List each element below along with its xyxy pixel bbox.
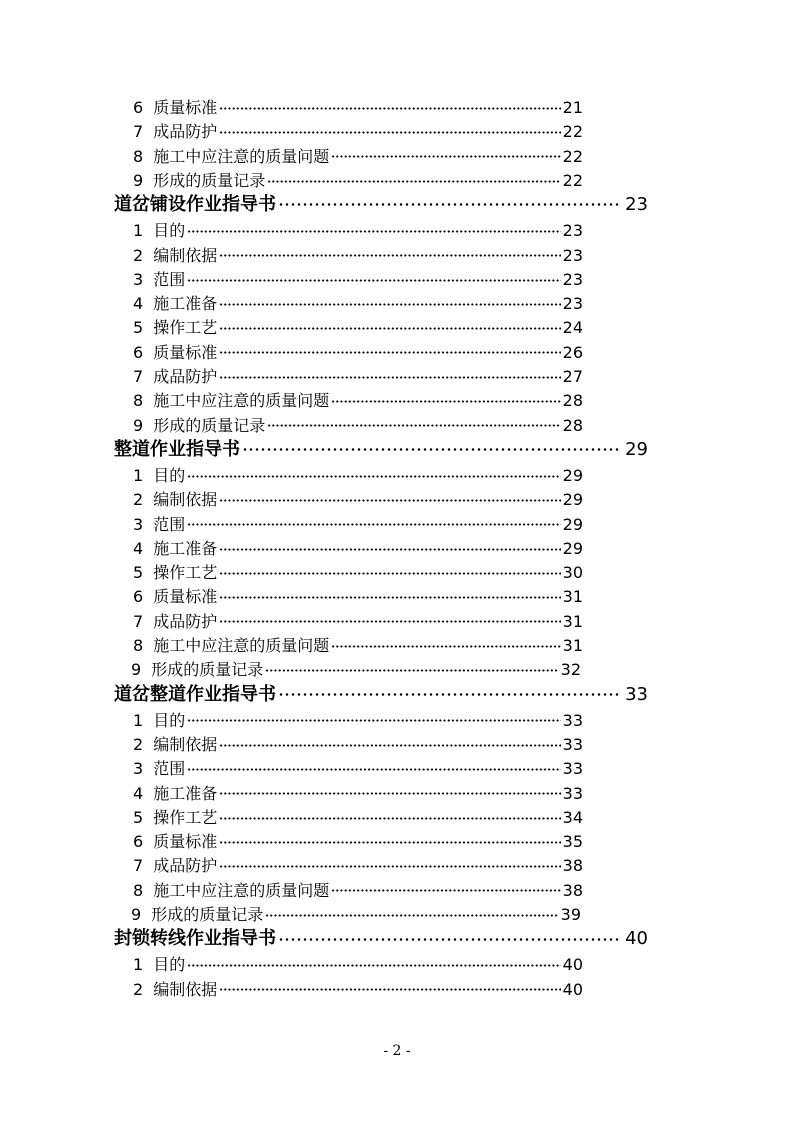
toc-section-title: 成品防护 (153, 367, 218, 386)
toc-section-number: 8 (133, 880, 144, 900)
toc-section-title: 形成的质量记录 (153, 415, 266, 435)
toc-section-entry (133, 854, 583, 878)
toc-section-title: 范围 (153, 759, 186, 779)
toc-page-number: 22 (562, 122, 583, 142)
toc-section-number: 4 (133, 538, 144, 558)
toc-section-number: 9 (133, 415, 144, 435)
toc-page-number: 29 (562, 514, 583, 534)
toc-dot-leader (265, 659, 558, 675)
toc-section-entry (133, 341, 583, 365)
toc-page-number: 22 (562, 170, 583, 190)
toc-section-number: 6 (133, 98, 144, 117)
toc-page-number: 27 (562, 367, 583, 386)
toc-page-number: 40 (562, 979, 583, 999)
toc-page-number: 38 (562, 880, 583, 900)
toc-section-number: 2 (133, 734, 144, 754)
toc-page-number: 29 (562, 465, 583, 485)
toc-section-title: 质量标准 (153, 587, 218, 607)
toc-page-number: 24 (562, 318, 583, 338)
toc-section-entry (133, 169, 583, 193)
toc-dot-leader (219, 807, 560, 823)
toc-page-number: 28 (562, 391, 583, 411)
toc-chapter-entry (114, 926, 648, 952)
toc-section-title: 编制依据 (153, 490, 218, 510)
toc-page-number: 29 (562, 538, 583, 558)
toc-section-number: 1 (133, 221, 144, 241)
toc-dot-leader (219, 586, 560, 602)
toc-section-title: 形成的质量记录 (153, 170, 266, 190)
toc-section-number: 5 (133, 807, 144, 827)
toc-dot-leader (187, 269, 560, 285)
toc-section-number: 3 (133, 759, 144, 779)
toc-section-entry (131, 903, 581, 927)
toc-section-number: 7 (133, 856, 144, 876)
toc-section-title: 形成的质量记录 (151, 660, 264, 680)
toc-chapter-entry (114, 437, 648, 463)
toc-dot-leader (219, 317, 560, 333)
toc-section-entry (133, 782, 583, 806)
toc-section-entry (133, 537, 583, 561)
toc-section-entry (133, 634, 583, 658)
toc-dot-leader (331, 146, 560, 162)
toc-section-entry (133, 389, 583, 413)
toc-chapter-title: 道岔整道作业指导书 (114, 683, 276, 705)
toc-section-entry (133, 978, 583, 1002)
page-number: - 2 - (383, 1043, 411, 1059)
toc-section-entry (133, 96, 583, 120)
toc-dot-leader (219, 611, 560, 627)
toc-dot-leader (219, 783, 560, 799)
toc-section-number: 6 (133, 587, 144, 607)
toc-dot-leader (219, 342, 560, 358)
toc-section-entry (133, 879, 583, 903)
toc-section-entry (133, 709, 583, 733)
toc-section-entry (133, 830, 583, 854)
toc-page-number: 40 (562, 955, 583, 975)
toc-section-entry (133, 464, 583, 488)
toc-section-entry (133, 244, 583, 268)
toc-dot-leader (219, 831, 560, 847)
toc-section-entry (133, 316, 583, 340)
toc-dot-leader (331, 390, 560, 406)
toc-section-entry (133, 585, 583, 609)
toc-section-number: 8 (133, 391, 144, 411)
toc-page-number: 31 (562, 636, 583, 655)
toc-section-entry (133, 365, 583, 389)
toc-chapter-title: 封锁转线作业指导书 (114, 928, 276, 950)
toc-dot-leader (187, 758, 560, 774)
toc-section-entry (133, 757, 583, 781)
toc-section-entry (133, 561, 583, 585)
toc-section-title: 质量标准 (153, 342, 218, 362)
toc-page-number: 23 (562, 294, 583, 314)
toc-section-number: 8 (133, 636, 144, 655)
toc-dot-leader (219, 245, 560, 261)
toc-dot-leader (331, 880, 560, 896)
toc-page-number: 31 (562, 587, 583, 607)
toc-page-number: 22 (562, 146, 583, 166)
toc-dot-leader (219, 562, 560, 578)
toc-page-number: 32 (560, 660, 581, 680)
toc-section-entry (133, 414, 583, 438)
toc-section-title: 施工中应注意的质量问题 (153, 880, 330, 900)
toc-page-number: 23 (562, 269, 583, 289)
toc-dot-leader (267, 415, 560, 431)
toc-section-entry (133, 120, 583, 144)
toc-page-number: 33 (562, 783, 583, 803)
toc-section-title: 目的 (153, 221, 186, 241)
toc-page-number: 29 (562, 490, 583, 510)
toc-section-entry (133, 733, 583, 757)
toc-section-title: 操作工艺 (153, 318, 218, 338)
toc-section-title: 编制依据 (153, 734, 218, 754)
toc-chapter-entry (114, 192, 648, 218)
toc-dot-leader (219, 489, 560, 505)
toc-dot-leader (331, 635, 560, 651)
toc-section-number: 6 (133, 832, 144, 852)
toc-section-number: 1 (133, 710, 144, 730)
toc-dot-leader (187, 514, 560, 530)
toc-dot-leader (219, 979, 560, 995)
toc-dot-leader (187, 954, 560, 970)
toc-dot-leader (219, 855, 560, 871)
toc-dot-leader (187, 220, 560, 236)
toc-section-title: 施工中应注意的质量问题 (153, 636, 330, 655)
toc-dot-leader (219, 734, 560, 750)
toc-dot-leader (219, 538, 560, 554)
toc-section-entry (133, 292, 583, 316)
toc-section-title: 编制依据 (153, 979, 218, 999)
toc-section-title: 范围 (153, 269, 186, 289)
toc-dot-leader (242, 437, 619, 455)
toc-section-number: 5 (133, 563, 144, 583)
toc-section-title: 操作工艺 (153, 563, 218, 583)
toc-chapter-title: 整道作业指导书 (114, 438, 240, 460)
toc-section-number: 3 (133, 269, 144, 289)
toc-section-number: 7 (133, 611, 144, 631)
toc-dot-leader (278, 192, 619, 210)
toc-section-entry (133, 219, 583, 243)
toc-page-number: 34 (562, 807, 583, 827)
toc-page-number: 23 (562, 245, 583, 265)
toc-page-number: 33 (562, 734, 583, 754)
toc-dot-leader (219, 293, 560, 309)
toc-dot-leader (265, 904, 558, 920)
toc-section-entry (133, 806, 583, 830)
toc-section-title: 施工准备 (153, 783, 218, 803)
toc-page-number: 30 (562, 563, 583, 583)
toc-page-number: 33 (562, 710, 583, 730)
toc-section-number: 7 (133, 122, 144, 142)
toc-section-number: 1 (133, 955, 144, 975)
toc-section-entry (133, 610, 583, 634)
toc-dot-leader (219, 97, 560, 113)
toc-section-title: 目的 (153, 955, 186, 975)
toc-dot-leader (267, 170, 560, 186)
toc-section-number: 9 (133, 170, 144, 190)
toc-page-number: 26 (562, 342, 583, 362)
toc-section-title: 编制依据 (153, 245, 218, 265)
toc-section-number: 7 (133, 367, 144, 386)
toc-page-number: 21 (562, 98, 583, 117)
toc-section-entry (131, 658, 581, 682)
toc-section-entry (133, 488, 583, 512)
toc-page-number: 33 (562, 759, 583, 779)
toc-section-number: 3 (133, 514, 144, 534)
toc-section-title: 质量标准 (153, 832, 218, 852)
toc-section-number: 6 (133, 342, 144, 362)
toc-section-number: 1 (133, 465, 144, 485)
toc-section-title: 施工中应注意的质量问题 (153, 391, 330, 411)
toc-section-title: 成品防护 (153, 856, 218, 876)
toc-section-number: 8 (133, 146, 144, 166)
toc-page-number: 38 (562, 856, 583, 876)
toc-section-number: 2 (133, 245, 144, 265)
toc-page-number: 28 (562, 415, 583, 435)
toc-section-title: 操作工艺 (153, 807, 218, 827)
toc-section-title: 成品防护 (153, 122, 218, 142)
toc-dot-leader (187, 710, 560, 726)
toc-page-number: 33 (625, 683, 648, 705)
toc-chapter-title: 道岔铺设作业指导书 (114, 194, 276, 216)
toc-page-number: 23 (562, 221, 583, 241)
toc-section-title: 施工准备 (153, 294, 218, 314)
toc-dot-leader (219, 121, 560, 137)
toc-dot-leader (278, 682, 619, 700)
toc-section-title: 施工中应注意的质量问题 (153, 146, 330, 166)
toc-section-entry (133, 268, 583, 292)
toc-page-number: 40 (625, 928, 648, 950)
toc-section-title: 施工准备 (153, 538, 218, 558)
toc-section-number: 2 (133, 979, 144, 999)
toc-chapter-entry (114, 682, 648, 708)
toc-section-number: 2 (133, 490, 144, 510)
toc-section-entry (133, 513, 583, 537)
toc-section-title: 范围 (153, 514, 186, 534)
toc-section-entry (133, 145, 583, 169)
toc-section-title: 形成的质量记录 (151, 905, 264, 924)
toc-section-number: 4 (133, 783, 144, 803)
toc-section-title: 成品防护 (153, 611, 218, 631)
toc-section-number: 5 (133, 318, 144, 338)
toc-section-number: 4 (133, 294, 144, 314)
toc-section-title: 目的 (153, 710, 186, 730)
toc-section-entry (133, 953, 583, 977)
toc-page-number: 35 (562, 832, 583, 852)
toc-page-number: 31 (562, 611, 583, 631)
toc-dot-leader (187, 465, 560, 481)
toc-section-title: 目的 (153, 465, 186, 485)
toc-section-number: 9 (131, 905, 142, 924)
toc-page-number: 23 (625, 194, 648, 216)
toc-section-number: 9 (131, 660, 142, 680)
toc-dot-leader (219, 366, 560, 382)
toc-dot-leader (278, 926, 619, 944)
toc-page-number: 39 (560, 905, 581, 924)
toc-page-number: 29 (625, 438, 648, 460)
toc-section-title: 质量标准 (153, 98, 218, 117)
